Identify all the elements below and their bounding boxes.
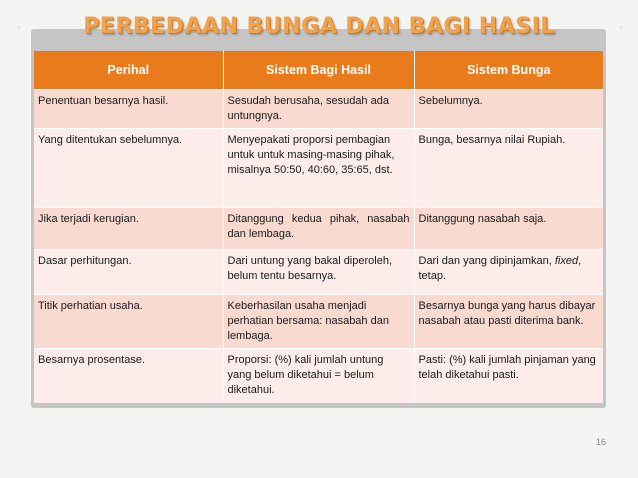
column-header-perihal: Perihal [34, 51, 223, 90]
table-row [34, 349, 603, 403]
cell-text: Dari dan yang dipinjamkan, [418, 255, 555, 267]
table-cell: Ditanggung kedua pihak, nasabah dan lembaga. [223, 208, 414, 250]
column-header-sistem-bunga: Sistem Bunga [414, 51, 603, 90]
table-cell-rich [414, 250, 603, 295]
circle-ornament-icon: ◦ [16, 20, 22, 34]
table-row [34, 250, 603, 295]
table-row [34, 208, 603, 250]
table-cell: Menyepakati proporsi pembagian untuk untuk masing-masing pihak, misalnya 50:50, 40:60, 35:65, dst. [223, 129, 414, 208]
table-row [34, 295, 603, 349]
table-cell: Sebelumnya. [414, 90, 603, 129]
table-cell: Ditanggung nasabah saja. [414, 208, 603, 250]
table-cell: Pasti: (%) kali jumlah pinjaman yang telah diketahui pasti. [414, 349, 603, 403]
table-cell: Titik perhatian usaha. [34, 295, 223, 349]
table-cell: Jika terjadi kerugian. [34, 208, 223, 250]
table-cell: Penentuan besarnya hasil. [34, 90, 223, 129]
table-cell: Bunga, besarnya nilai Rupiah. [414, 129, 603, 208]
table-frame [31, 29, 606, 408]
table-cell: Yang ditentukan sebelumnya. [34, 129, 223, 208]
table-cell: Besarnya prosentase. [34, 349, 223, 403]
slide-title: PERBEDAAN BUNGA DAN BAGI HASIL [83, 14, 555, 39]
page-number: 16 [596, 437, 607, 447]
table-cell: Dari untung yang bakal diperoleh, belum tentu besarnya. [223, 250, 414, 295]
table-row [34, 90, 603, 129]
table-cell: Proporsi: (%) kali jumlah untung yang belum diketahui = belum diketahui. [223, 349, 414, 403]
table-cell: Dasar perhitungan. [34, 250, 223, 295]
cell-text: , tetap. [418, 255, 582, 282]
column-header-sistem-bagi-hasil: Sistem Bagi Hasil [223, 51, 414, 90]
table-cell: Sesudah berusaha, sesudah ada untungnya. [223, 90, 414, 129]
table-header-row [34, 51, 603, 90]
table-row [34, 129, 603, 208]
cell-italic-text: fixed [554, 255, 579, 267]
comparison-table [34, 51, 603, 403]
circle-ornament-icon: ◦ [618, 20, 624, 34]
table-cell: Besarnya bunga yang harus dibayar nasabah atau pasti diterima bank. [414, 295, 603, 349]
table-cell: Keberhasilan usaha menjadi perhatian bersama: nasabah dan lembaga. [223, 295, 414, 349]
